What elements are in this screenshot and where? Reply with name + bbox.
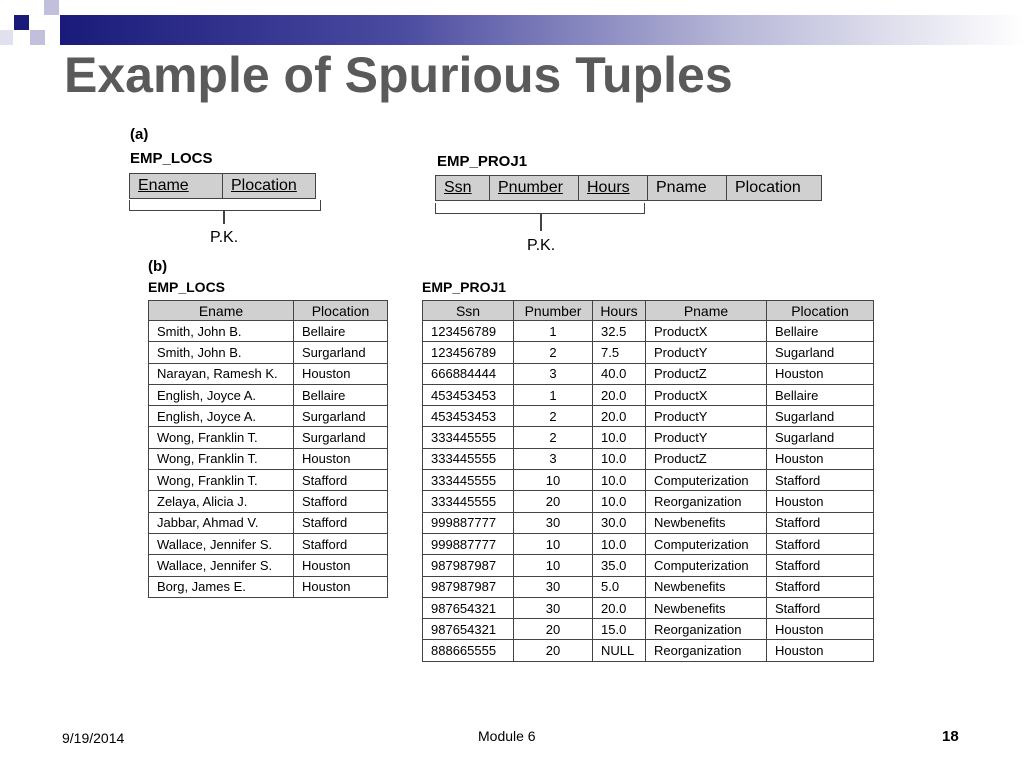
table-cell: Sugarland — [767, 427, 874, 448]
table-cell: 888665555 — [423, 640, 514, 661]
table-row — [423, 640, 874, 661]
part-b-label: (b) — [148, 258, 168, 275]
table-cell: 987987987 — [423, 576, 514, 597]
table-cell: Reorganization — [646, 619, 767, 640]
table-cell: 987654321 — [423, 619, 514, 640]
table-row — [149, 321, 388, 342]
column-header: Plocation — [767, 301, 874, 321]
schema-attr-pname: Pname — [648, 176, 727, 201]
table-cell: Bellaire — [767, 321, 874, 342]
table-cell: 987654321 — [423, 597, 514, 618]
table-row — [423, 555, 874, 576]
table-cell: 32.5 — [593, 321, 646, 342]
table-cell: Newbenefits — [646, 512, 767, 533]
table-cell: 999887777 — [423, 512, 514, 533]
table-cell: Stafford — [294, 491, 388, 512]
table-cell: NULL — [593, 640, 646, 661]
table-cell: Computerization — [646, 533, 767, 554]
table-cell: Sugarland — [767, 406, 874, 427]
table-cell: 40.0 — [593, 363, 646, 384]
table-cell: Computerization — [646, 470, 767, 491]
schema-attr-ssn: Ssn — [436, 176, 490, 201]
table-cell: ProductX — [646, 321, 767, 342]
table-cell: 10 — [514, 555, 593, 576]
table-cell: Bellaire — [294, 384, 388, 405]
table-cell: 333445555 — [423, 448, 514, 469]
pk-label: P.K. — [527, 237, 556, 254]
table-row — [149, 533, 388, 554]
table-cell: Houston — [767, 619, 874, 640]
emp-proj1-table — [422, 300, 874, 662]
table-cell: Houston — [767, 640, 874, 661]
table-cell: 10.0 — [593, 533, 646, 554]
table-cell: Stafford — [767, 576, 874, 597]
table-cell: ProductY — [646, 427, 767, 448]
table-cell: Houston — [294, 555, 388, 576]
table-cell: Surgarland — [294, 406, 388, 427]
header-bar — [60, 15, 1024, 45]
decor-square — [14, 15, 29, 30]
table-cell: 123456789 — [423, 321, 514, 342]
column-header: Pnumber — [514, 301, 593, 321]
table-cell: Stafford — [294, 512, 388, 533]
table-cell: Smith, John B. — [149, 342, 294, 363]
table-cell: 30.0 — [593, 512, 646, 533]
table-row — [149, 448, 388, 469]
table-cell: Stafford — [294, 533, 388, 554]
table-cell: Narayan, Ramesh K. — [149, 363, 294, 384]
table-cell: Newbenefits — [646, 597, 767, 618]
decor-square — [30, 30, 45, 45]
table-cell: 15.0 — [593, 619, 646, 640]
table-cell: 1 — [514, 384, 593, 405]
table-cell: 10 — [514, 533, 593, 554]
table-row — [423, 533, 874, 554]
column-header: Ename — [149, 301, 294, 321]
table-cell: ProductY — [646, 406, 767, 427]
table-cell: Computerization — [646, 555, 767, 576]
emp-locs-rows — [149, 321, 388, 598]
table-cell: Jabbar, Ahmad V. — [149, 512, 294, 533]
table-row — [149, 427, 388, 448]
table-cell: 333445555 — [423, 470, 514, 491]
table-cell: 20 — [514, 619, 593, 640]
table-cell: English, Joyce A. — [149, 406, 294, 427]
table-row — [149, 470, 388, 491]
table-cell: ProductX — [646, 384, 767, 405]
schema-attr-ename: Ename — [130, 174, 223, 199]
table-cell: Houston — [767, 448, 874, 469]
table-cell: Bellaire — [767, 384, 874, 405]
table-cell: Stafford — [767, 597, 874, 618]
table-row — [149, 512, 388, 533]
table-cell: Stafford — [294, 470, 388, 491]
table-cell: Wong, Franklin T. — [149, 427, 294, 448]
schema-attr-pnumber: Pnumber — [490, 176, 579, 201]
table-cell: 2 — [514, 427, 593, 448]
emp-locs-table-name: EMP_LOCS — [148, 279, 226, 295]
table-cell: Surgarland — [294, 342, 388, 363]
pk-stem — [540, 213, 542, 231]
pk-label: P.K. — [210, 229, 239, 246]
decor-square — [0, 30, 13, 45]
table-row — [423, 427, 874, 448]
table-cell: 5.0 — [593, 576, 646, 597]
schema-attr-hours: Hours — [579, 176, 648, 201]
pk-bracket — [129, 200, 321, 211]
table-cell: Houston — [767, 363, 874, 384]
table-cell: ProductZ — [646, 448, 767, 469]
table-row — [149, 384, 388, 405]
table-cell: 1 — [514, 321, 593, 342]
table-cell: 20.0 — [593, 597, 646, 618]
table-cell: Surgarland — [294, 427, 388, 448]
table-cell: 30 — [514, 597, 593, 618]
emp-proj1-table-name: EMP_PROJ1 — [422, 279, 507, 295]
table-cell: 20.0 — [593, 406, 646, 427]
table-cell: Stafford — [767, 470, 874, 491]
table-cell: ProductZ — [646, 363, 767, 384]
table-cell: 10.0 — [593, 427, 646, 448]
table-cell: 10 — [514, 470, 593, 491]
table-cell: Reorganization — [646, 640, 767, 661]
table-cell: 10.0 — [593, 448, 646, 469]
table-cell: Borg, James E. — [149, 576, 294, 597]
table-cell: Bellaire — [294, 321, 388, 342]
table-cell: Stafford — [767, 533, 874, 554]
table-row — [423, 448, 874, 469]
emp-locs-schema — [129, 173, 316, 199]
table-cell: Newbenefits — [646, 576, 767, 597]
table-cell: 20 — [514, 491, 593, 512]
table-cell: 35.0 — [593, 555, 646, 576]
table-row — [423, 363, 874, 384]
table-row — [149, 491, 388, 512]
table-cell: Wong, Franklin T. — [149, 448, 294, 469]
table-cell: ProductY — [646, 342, 767, 363]
table-row — [423, 384, 874, 405]
footer-module: Module 6 — [478, 728, 536, 744]
column-header: Ssn — [423, 301, 514, 321]
table-row — [423, 619, 874, 640]
table-cell: 20.0 — [593, 384, 646, 405]
table-cell: Stafford — [767, 555, 874, 576]
table-row — [423, 512, 874, 533]
table-row — [423, 576, 874, 597]
table-row — [423, 597, 874, 618]
table-cell: Stafford — [767, 512, 874, 533]
table-row — [423, 491, 874, 512]
table-cell: 10.0 — [593, 470, 646, 491]
emp-locs-table — [148, 300, 388, 598]
page-number: 18 — [942, 728, 959, 745]
table-cell: Wallace, Jennifer S. — [149, 533, 294, 554]
emp-proj1-schema-name: EMP_PROJ1 — [437, 153, 528, 170]
footer-date: 9/19/2014 — [62, 730, 125, 746]
table-cell: Wallace, Jennifer S. — [149, 555, 294, 576]
table-row — [423, 406, 874, 427]
table-cell: 453453453 — [423, 406, 514, 427]
emp-locs-schema-name: EMP_LOCS — [130, 150, 213, 167]
table-cell: 10.0 — [593, 491, 646, 512]
part-a-label: (a) — [130, 126, 149, 143]
schema-attr-plocation: Plocation — [727, 176, 822, 201]
table-cell: 7.5 — [593, 342, 646, 363]
table-cell: Houston — [294, 576, 388, 597]
table-cell: Smith, John B. — [149, 321, 294, 342]
table-row — [149, 406, 388, 427]
table-row — [423, 321, 874, 342]
emp-proj1-schema — [435, 175, 822, 201]
table-row — [149, 576, 388, 597]
page-title: Example of Spurious Tuples — [64, 47, 733, 103]
table-cell: Houston — [767, 491, 874, 512]
decor-square — [44, 0, 59, 15]
table-cell: Houston — [294, 448, 388, 469]
schema-attr-plocation: Plocation — [223, 174, 316, 199]
table-cell: Wong, Franklin T. — [149, 470, 294, 491]
table-cell: Zelaya, Alicia J. — [149, 491, 294, 512]
table-cell: 3 — [514, 363, 593, 384]
table-cell: 2 — [514, 342, 593, 363]
table-cell: Reorganization — [646, 491, 767, 512]
table-cell: 30 — [514, 576, 593, 597]
table-row — [149, 363, 388, 384]
emp-proj1-rows — [423, 321, 874, 662]
table-cell: English, Joyce A. — [149, 384, 294, 405]
table-row — [423, 470, 874, 491]
column-header: Pname — [646, 301, 767, 321]
table-cell: 123456789 — [423, 342, 514, 363]
table-cell: 666884444 — [423, 363, 514, 384]
table-cell: 333445555 — [423, 491, 514, 512]
table-row — [149, 342, 388, 363]
table-row — [423, 342, 874, 363]
pk-stem — [223, 210, 225, 224]
column-header: Plocation — [294, 301, 388, 321]
table-cell: 453453453 — [423, 384, 514, 405]
table-cell: 20 — [514, 640, 593, 661]
table-cell: 3 — [514, 448, 593, 469]
table-cell: 987987987 — [423, 555, 514, 576]
table-cell: 999887777 — [423, 533, 514, 554]
table-cell: Houston — [294, 363, 388, 384]
table-cell: Sugarland — [767, 342, 874, 363]
table-cell: 2 — [514, 406, 593, 427]
table-cell: 333445555 — [423, 427, 514, 448]
table-cell: 30 — [514, 512, 593, 533]
table-row — [149, 555, 388, 576]
column-header: Hours — [593, 301, 646, 321]
